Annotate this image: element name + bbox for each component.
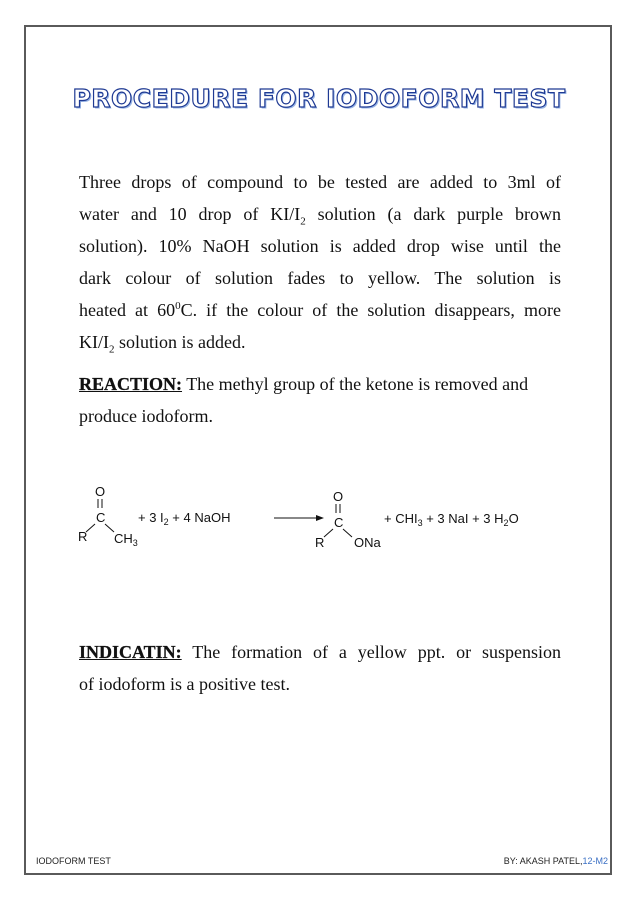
reaction-paragraph [79,368,561,432]
footer-title: IODOFORM TEST [36,856,111,866]
page-title: PROCEDURE FOR IODOFORM TEST [72,84,566,113]
indication-line: INDICATIN: The formation of a yellow ppt. or suspension [79,642,561,662]
reaction-line: produce iodoform. [79,406,213,426]
procedure-line: water and 10 drop of $KI/I_2$ solution (a dark purple brown [79,204,561,228]
carbon-atom: C [334,515,344,530]
methyl-group: $CH_3$ [114,531,138,548]
procedure-line: heated at $60^0C$. if the colour of the solution disappears, more [79,300,561,320]
reaction-equation [72,478,572,558]
products-text: + $CHI_3 + 3$ NaI + 3 $H_2O$ [384,511,519,528]
page-border [24,25,612,875]
procedure-line: solution). 10% NaOH solution is added drop wise until the [79,236,561,256]
carbon-atom: C [96,510,106,525]
indication-line: of iodoform is a positive test. [79,674,290,694]
procedure-line: Three drops of compound to be tested are added to 3ml of [79,172,561,192]
procedure-line: dark colour of solution fades to yellow. The solution is [79,268,561,288]
reaction-heading: REACTION: [79,374,183,394]
r-group: R [315,535,325,550]
reactants-text: + 3 $I_2 + 4$ NaOH [138,510,231,527]
oxygen-atom: O [333,489,344,504]
oxygen-atom: O [95,484,106,499]
reaction-line: REACTION: The methyl group of the ketone is removed and [79,374,529,394]
footer-author: BY: AKASH PATEL,12-M2 [503,856,608,866]
procedure-paragraph [79,166,561,358]
procedure-line: $KI/I_2$ solution is added. [79,332,246,356]
sodium-oxide-group: ONa [354,535,381,550]
indication-heading: INDICATIN: [79,642,182,662]
r-group: R [78,529,88,544]
indication-paragraph [79,636,561,700]
reaction-arrow [316,515,324,521]
